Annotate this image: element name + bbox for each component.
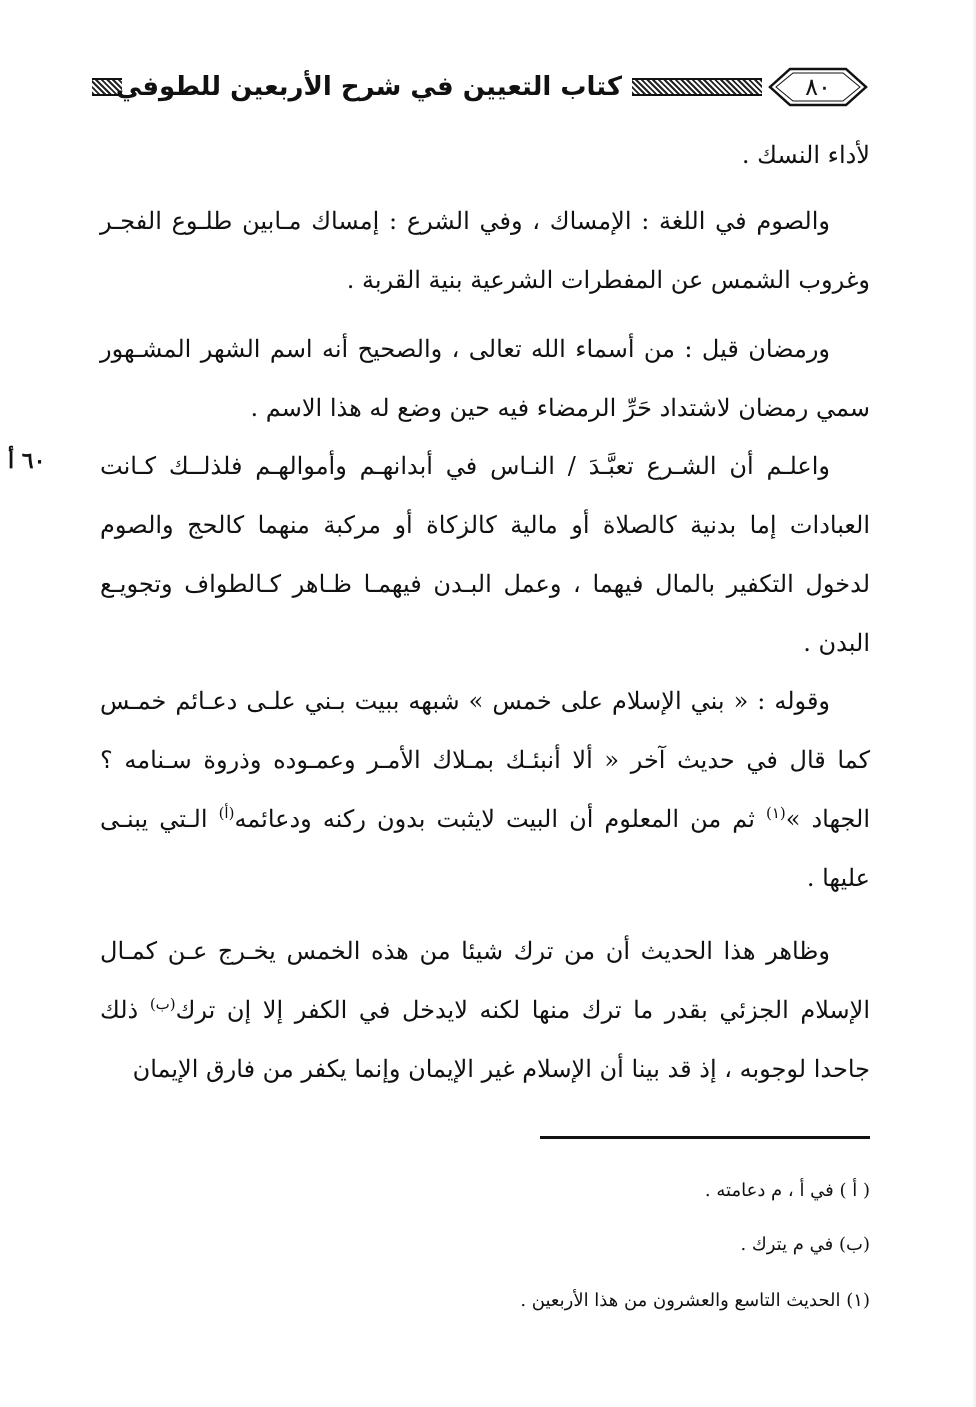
paragraph-text: وقوله : « بني الإسلام على خمس » شبهه ببيت بـني علـى دعـائم خمـس كما قال في حديث آخر « ألا أنبئـك بمـلاك الأمـر وعمـوده وذروة سـنامه ؟ الجهاد »: [100, 687, 870, 833]
paragraph-continuation: لأداء النسك .: [741, 141, 870, 169]
running-title: كتاب التعيين في شرح الأربعين للطوفي: [115, 72, 622, 102]
header-ornament-right: [632, 78, 762, 96]
manuscript-folio-note: ٦٠ أ: [8, 448, 46, 474]
paragraph-fasting: والصوم في اللغة : الإمساك ، وفي الشرع : إمساك مـابين طلـوع الفجـر وغروب الشمس عن المفطرات الشرعية بنية القربة .: [100, 207, 870, 294]
scan-edge: [972, 0, 976, 1407]
footnote-marker-a: (أ): [218, 804, 235, 822]
paragraph-text: الـتي يبنـى عليها .: [100, 805, 870, 892]
paragraph-worship: واعلـم أن الشـرع تعبَّـدَ / النـاس في أبدانهـم وأموالهـم فلذلــك كـانت العبادات إما بدنية كالصلاة أو مالية كالزكاة أو مركبة منهما كالحج والصوم لدخول التكفير بالمال فيهما ، وعمل البـدن فيهمـا ظـاهر كـالطواف وتجويـع البدن .: [100, 452, 870, 657]
paragraph-hadith-meaning: [100, 922, 870, 1099]
footnote-a: ( أ ) في أ ، م دعامته .: [704, 1180, 870, 1201]
footnote-marker-b: (ب): [149, 995, 176, 1013]
paragraph-text: وظاهر هذا الحديث أن من ترك شيئا من هذه الخمس يخـرج عـن كمـال الإسلام الجزئي بقدر ما ترك منها لكنه لايدخل في الكفر إلا إن ترك: [100, 937, 871, 1024]
footnote-marker-1: (١): [765, 804, 786, 822]
page-header: [92, 62, 872, 112]
page-number: ٨٠: [805, 73, 831, 101]
footnote-separator: [540, 1136, 870, 1139]
footnote-1: (١) الحديث التاسع والعشرون من هذا الأربعين .: [520, 1290, 870, 1311]
paragraph-text: ثم من المعلوم أن البيت لايثبت بدون ركنه ودعائمه: [234, 805, 766, 833]
page-number-badge: [768, 66, 868, 108]
paragraph-five-pillars: [100, 672, 870, 908]
paragraph-text: ذلك جاحدا لوجوبه ، إذ قد بينا أن الإسلام غير الإيمان وإنما يكفر من فارق الإيمان: [100, 996, 870, 1083]
footnote-b: (ب) في م يترك .: [740, 1234, 870, 1255]
paragraph-ramadan: ورمضان قيل : من أسماء الله تعالى ، والصحيح أنه اسم الشهر المشـهور سمي رمضان لاشتداد حَرِّ الرمضاء فيه حين وضع له هذا الاسم .: [100, 335, 870, 422]
